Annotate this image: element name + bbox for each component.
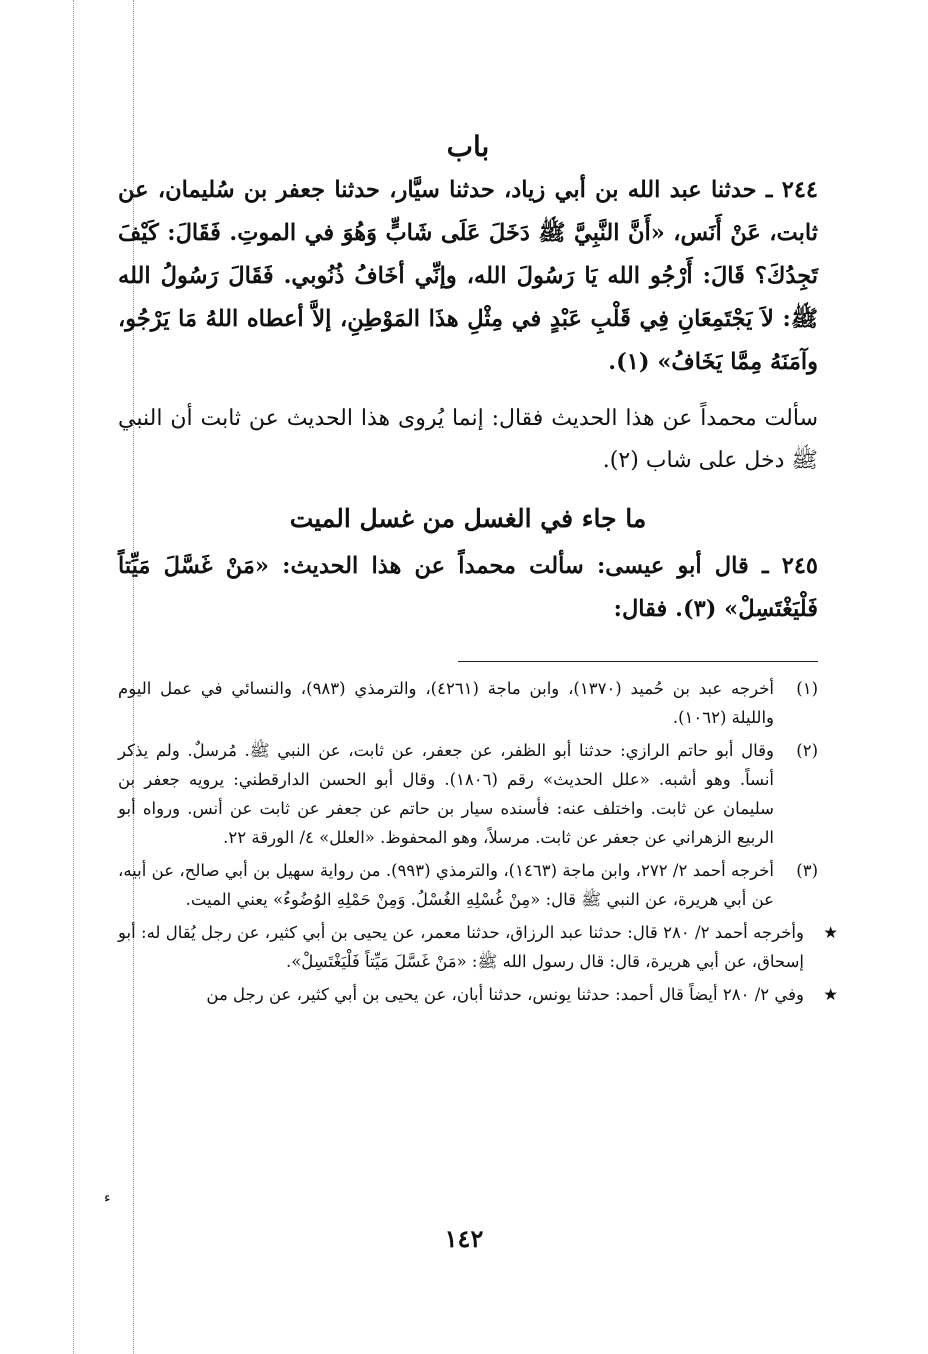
footnote-text: أخرجه عبد بن حُميد (١٣٧٠)، وابن ماجة (٤٢٦١)، والترمذي (٩٨٣)، والنسائي في عمل اليوم والليلة (١٠٦٢).	[118, 679, 774, 727]
commentary-paragraph: سألت محمداً عن هذا الحديث فقال: إنما يُروى هذا الحديث عن ثابت أن النبي ﷺ دخل على شاب (٢).	[118, 406, 818, 473]
footnote-number: (٢)	[796, 741, 818, 760]
page-body	[118, 130, 838, 1013]
footnote-note	[118, 918, 838, 976]
footnote-text: أخرجه أحمد ٢/ ٢٧٢، وابن ماجة (١٤٦٣)، والترمذي (٩٩٣). من رواية سهيل بن أبي صالح، عن أبيه، عن أبي هريرة، عن النبي ﷺ قال: «مِنْ غُسْلِهِ الغُسْلُ. وَمِنْ حَمْلِهِ الوُضُوءُ» يعني الميت.	[118, 861, 774, 909]
hadith-paragraph-245: ٢٤٥ ـ قال أبو عيسى: سألت محمداً عن هذا الحديث: «مَنْ غَسَّلَ مَيِّتاً فَلْيَغْتَسِلْ» (٣). فقال:	[118, 553, 818, 622]
footnote-text: وقال أبو حاتم الرازي: حدثنا أبو الظفر، عن جعفر، عن ثابت، عن النبي ﷺ. مُرسلٌ. ولم يذكر أنساً. وهو أشبه. «علل الحديث» رقم (١٨٠٦). وقال أبو الحسن الدارقطني: يرويه جعفر بن سليمان عن ثابت. واختلف عنه: فأسنده سيار بن حاتم عن جعفر عن ثابت عن أنس. ورواه أبو الربيع الزهراني عن جعفر عن ثابت. مرسلاً، وهو المحفوظ. «العلل» ٤/ الورقة ٢٢.	[118, 741, 774, 847]
margin-guide-line	[73, 0, 74, 1354]
footnote	[118, 856, 818, 914]
footnotes	[118, 674, 838, 1009]
edge-mark: ء	[104, 1190, 111, 1206]
star-icon: ★	[823, 923, 838, 942]
hadith-paragraph-244: ٢٤٤ ـ حدثنا عبد الله بن أبي زياد، حدثنا سيَّار، حدثنا جعفر بن سُليمان، عن ثابت، عَنْ أَنَس، «أَنَّ النَّبِيَّ ﷺ دَخَلَ عَلَى شَابٍّ وَهُوَ في الموتِ. فَقَالَ: كَيْفَ تَجِدُكَ؟ قَالَ: أَرْجُو الله يَا رَسُولَ الله، وإنِّي أخَافُ ذُنُوبي. فَقَالَ رَسُولُ الله ﷺ: لاَ يَجْتَمِعَانِ فِي قَلْبِ عَبْدٍ في مِثْلِ هذَا المَوْطِنِ، إلاَّ أعطاه اللهُ مَا يَرْجُو، وآمَنَهُ مِمَّا يَخَافُ» (١).	[118, 177, 818, 375]
page-number: ١٤٢	[444, 1224, 484, 1253]
footnote-text: وأخرجه أحمد ٢/ ٢٨٠ قال: حدثنا عبد الرزاق، حدثنا معمر، عن يحيى بن أبي كثير، عن رجل يُقال له: أبو إسحاق، عن أبي هريرة، قال: قال رسول الله ﷺ: «مَنْ غَسَّلَ مَيِّتاً فَلْيَغْتَسِلْ».	[118, 923, 804, 971]
footnote	[118, 736, 818, 852]
chapter-heading: باب	[446, 130, 490, 163]
footnote-divider	[458, 661, 818, 662]
section-heading: ما جاء في الغسل من غسل الميت	[289, 504, 647, 533]
star-icon: ★	[823, 985, 838, 1004]
footnote-number: (٣)	[796, 861, 818, 880]
footnote-number: (١)	[796, 679, 818, 698]
footnote-text: وفي ٢/ ٢٨٠ أيضاً قال أحمد: حدثنا يونس، حدثنا أبان، عن يحيى بن أبي كثير، عن رجل من	[206, 985, 804, 1004]
footnote	[118, 674, 818, 732]
footnote-note	[118, 980, 838, 1009]
